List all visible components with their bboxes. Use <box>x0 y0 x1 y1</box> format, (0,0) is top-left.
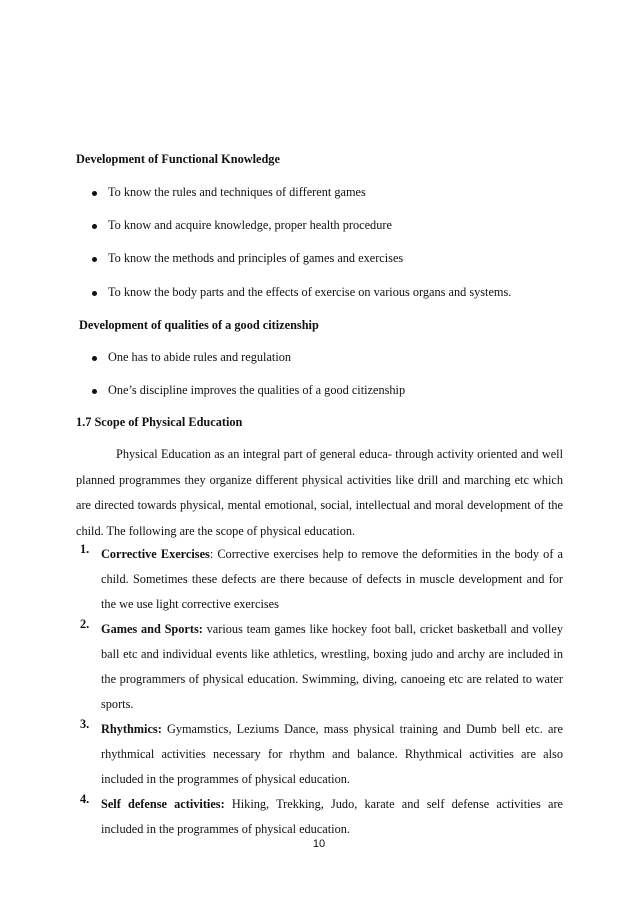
list-item-text: To know the body parts and the effects of exercise on various organs and systems. <box>108 285 512 299</box>
citizenship-heading: Development of qualities of a good citizenship <box>79 318 319 332</box>
scope-paragraph <box>76 442 563 544</box>
item-term: Games and Sports: <box>101 622 203 636</box>
bullet-icon <box>92 389 97 394</box>
item-text: Corrective exercises help to remove the deformities in the body of a child. Sometimes these defects are there because of defects in muscle development and for the we use light corrective exercises <box>101 547 563 611</box>
page-number: 10 <box>312 838 326 850</box>
item-number: 1. <box>80 542 90 556</box>
item-body <box>101 617 563 717</box>
functional-knowledge-heading: Development of Functional Knowledge <box>76 152 280 166</box>
item-body <box>101 542 563 617</box>
list-item-text: One’s discipline improves the qualities of a good citizenship <box>108 383 406 397</box>
list-item-text: To know the rules and techniques of different games <box>108 185 366 199</box>
list-item-text: To know the methods and principles of games and exercises <box>108 251 404 265</box>
item-term: Self defense activities: <box>101 797 225 811</box>
list-item-text: One has to abide rules and regulation <box>108 350 292 364</box>
item-number: 4. <box>80 792 90 806</box>
item-body <box>101 792 563 842</box>
bullet-icon <box>92 191 97 196</box>
item-term: Corrective Exercises <box>101 547 210 561</box>
item-body <box>101 717 563 792</box>
item-number: 2. <box>80 617 90 631</box>
bullet-icon <box>92 291 97 296</box>
scope-paragraph-text: Physical Education as an integral part of general educa- through activity oriented and well planned programmes they organize different physical activities like drill and marching etc which are directed towards physical, mental emotional, social, intellectual and moral development of the child. The following are the scope of physical education. <box>76 447 563 538</box>
item-separator: : <box>209 547 214 561</box>
item-number: 3. <box>80 717 90 731</box>
bullet-icon <box>92 224 97 229</box>
item-term: Rhythmics: <box>101 722 162 736</box>
item-text: Gymamstics, Leziums Dance, mass physical training and Dumb bell etc. are rhythmical activities necessary for rhythm and balance. Rhythmical activities are also included in the programmes of physical education. <box>101 722 563 786</box>
item-text: various team games like hockey foot ball, cricket basketball and volley ball etc and individual events like athletics, wrestling, boxing judo and archy are included in the programmers of physical education. Swimming, diving, canoeing etc are related to water sports. <box>101 622 563 711</box>
bullet-icon <box>92 356 97 361</box>
list-item-text: To know and acquire knowledge, proper health procedure <box>108 218 392 232</box>
bullet-icon <box>92 257 97 262</box>
item-text: Hiking, Trekking, Judo, karate and self defense activities are included in the programmes of physical education. <box>101 797 563 836</box>
scope-heading: 1.7 Scope of Physical Education <box>76 415 243 429</box>
